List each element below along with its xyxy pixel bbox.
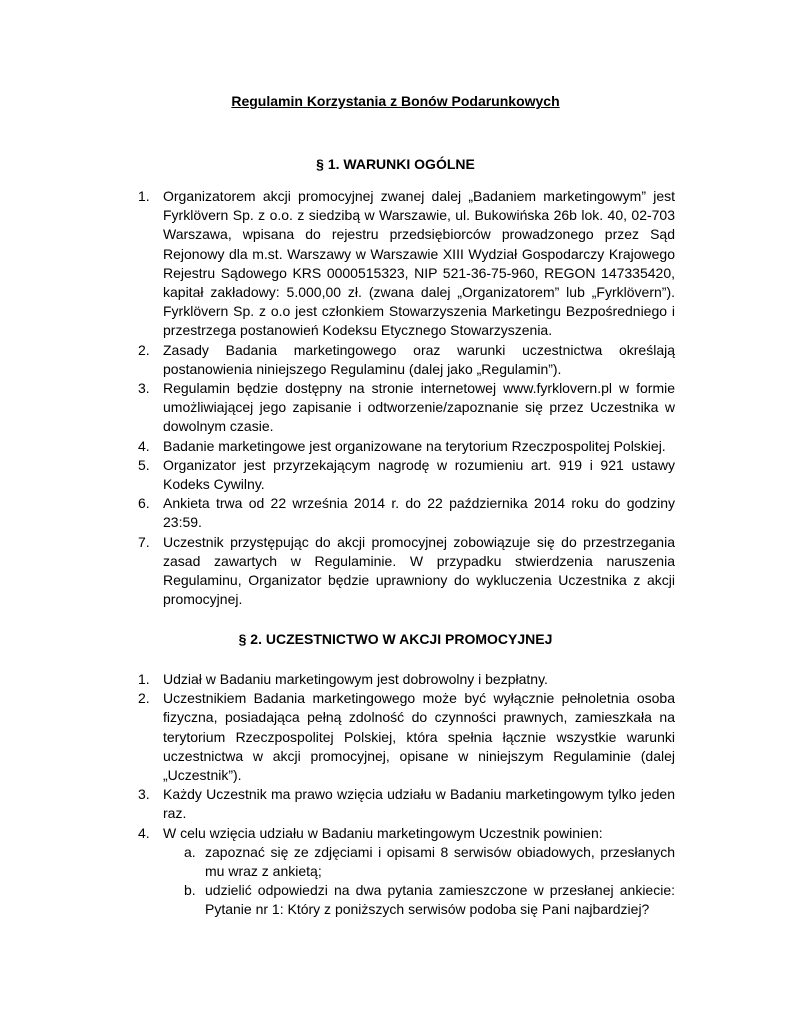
sub-item-text: zapoznać się ze zdjęciami i opisami 8 serwisów obiadowych, przesłanych mu wraz z ankietą; (205, 843, 675, 880)
sub-list-item (184, 843, 675, 881)
item-number: 2. (138, 690, 150, 707)
section-2-heading: § 2. UCZESTNICTWO W AKCJI PROMOCYJNEJ (238, 631, 553, 647)
item-number: 6. (138, 495, 150, 512)
list-item (138, 494, 675, 532)
item-number: 4. (138, 824, 150, 841)
list-item (138, 437, 675, 456)
item-text: Uczestnik przystępując do akcji promocyjnej zobowiązuje się do przestrzegania zasad zawartych w Regulaminie. W przypadku stwierdzenia naruszenia Regulaminu, Organizator będzie uprawniony do wykluczenia Uczestnika z akcji promocyjnej. (163, 533, 675, 608)
document-title: Regulamin Korzystania z Bonów Podarunkowych (231, 93, 560, 109)
item-number: 4. (138, 437, 150, 454)
section-1-list (138, 187, 675, 609)
item-text: Badanie marketingowe jest organizowane na terytorium Rzeczpospolitej Polskiej. (163, 437, 666, 454)
list-item (138, 187, 675, 341)
sub-item-text: udzielić odpowiedzi na dwa pytania zamieszczone w przesłanej ankiecie: Pytanie nr 1: Który z poniższych serwisów podoba się Pani najbardziej? (205, 882, 675, 918)
item-text: Każdy Uczestnik ma prawo wzięcia udziału w Badaniu marketingowym tylko jeden raz. (163, 786, 675, 822)
item-text: Zasady Badania marketingowego oraz warunki uczestnictwa określają postanowienia niniejszego Regulaminu (dalej jako „Regulamin”). (163, 341, 675, 377)
list-item (138, 689, 675, 785)
item-number: 1. (138, 188, 150, 204)
section-1-heading: § 1. WARUNKI OGÓLNE (316, 156, 475, 172)
list-item (138, 785, 675, 823)
list-item (138, 670, 675, 689)
item-text: Uczestnikiem Badania marketingowego może być wyłącznie pełnoletnia osoba fizyczna, posiadająca pełną zdolność do czynności prawnych, zamieszkała na terytorium Rzeczpospolitej Polskiej, która spełnia łącznie wszystkie warunki uczestnictwa w akcji promocyjnej, opisane w niniejszym Regulaminie (dalej „Uczestnik”). (163, 690, 675, 784)
item-text: Regulamin będzie dostępny na stronie internetowej www.fyrklovern.pl w formie umożliwiającej jego zapisanie i odtworzenie/zapoznanie się przez Uczestnika w dowolnym czasie. (163, 380, 675, 435)
item-text: Ankieta trwa od 22 września 2014 r. do 22 października 2014 roku do godziny 23:59. (163, 495, 675, 531)
list-item (138, 379, 675, 437)
item-text: Udział w Badaniu marketingowym jest dobrowolny i bezpłatny. (163, 671, 548, 687)
sub-item-letter: b. (184, 882, 196, 899)
list-item (138, 456, 675, 494)
item-text: Organizator jest przyrzekającym nagrodę w rozumieniu art. 919 i 921 ustawy Kodeks Cywilny. (163, 456, 675, 493)
item-number: 2. (138, 341, 150, 358)
list-item (138, 824, 675, 920)
list-item (138, 341, 675, 379)
item-text: Organizatorem akcji promocyjnej zwanej dalej „Badaniem marketingowym” jest Fyrklövern Sp. z o.o. z siedzibą w Warszawie, ul. Bukowińska 26b lok. 40, 02-703 Warszawa, wpisana do rejestru przedsiębiorców prowadzonego przez Sąd Rejonowy dla m.st. Warszawy w Warszawie XIII Wydział Gospodarczy Krajowego Rejestru Sądowego KRS 0000515323, NIP 521-36-75-960, REGON 147335420, kapitał zakładowy: 5.000,00 zł. (zwana dalej „Organizatorem” lub „Fyrklövern”). Fyrklövern Sp. z o.o jest członkiem Stowarzyszenia Marketingu Bezpośredniego i przestrzega postanowień Kodeksu Etycznego Stowarzyszenia. (163, 188, 675, 339)
list-item (138, 533, 675, 610)
item-number: 3. (138, 380, 150, 397)
item-text: W celu wzięcia udziału w Badaniu marketingowym Uczestnik powinien: (163, 824, 603, 841)
item-number: 5. (138, 456, 150, 473)
sub-item-letter: a. (184, 843, 196, 860)
item-number: 3. (138, 786, 150, 803)
sub-list-item (184, 881, 675, 919)
item-number: 7. (138, 533, 150, 550)
section-2-list (138, 670, 675, 920)
item-number: 1. (138, 671, 150, 687)
sub-list (184, 843, 675, 920)
